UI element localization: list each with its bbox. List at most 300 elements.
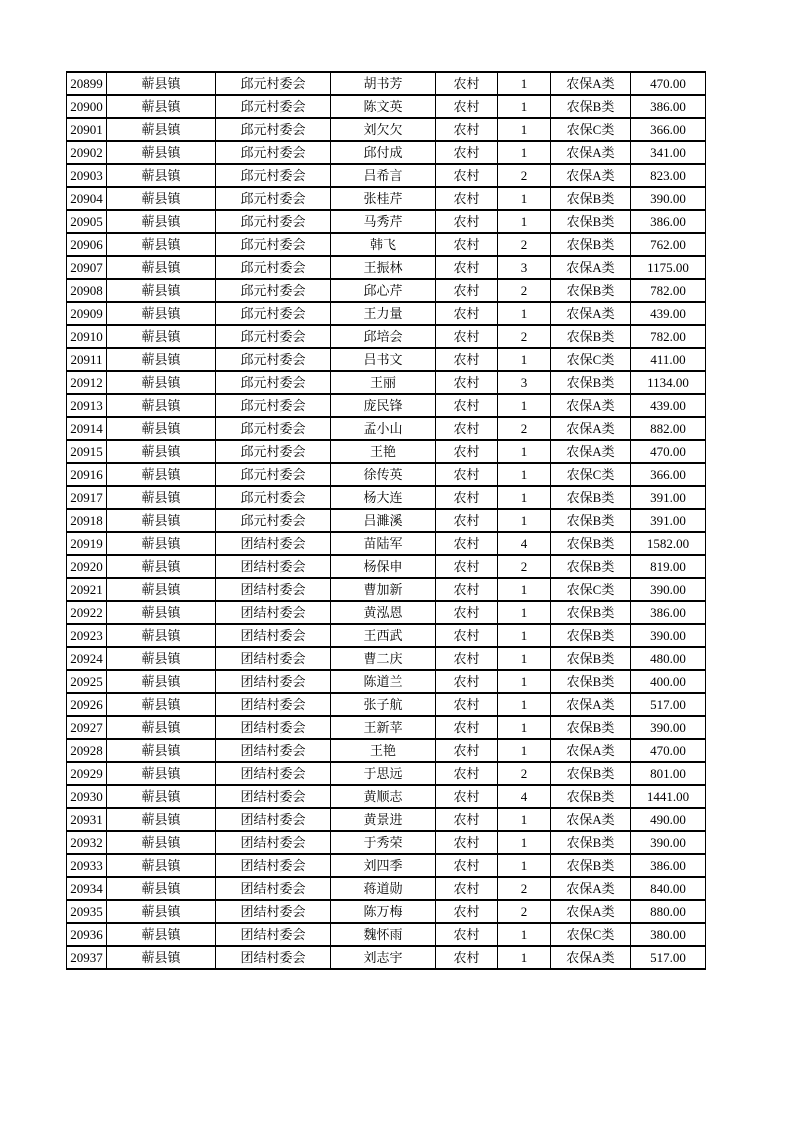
cell-person-name: 陈万梅 [331, 900, 436, 923]
cell-amount: 390.00 [631, 716, 706, 739]
cell-amount: 380.00 [631, 923, 706, 946]
cell-person-name: 吕希言 [331, 164, 436, 187]
cell-village: 邱元村委会 [216, 72, 331, 95]
cell-category: 农村 [436, 624, 498, 647]
cell-category: 农村 [436, 555, 498, 578]
cell-amount: 390.00 [631, 624, 706, 647]
cell-amount: 390.00 [631, 187, 706, 210]
cell-record-id: 20937 [67, 946, 107, 969]
cell-category: 农村 [436, 187, 498, 210]
cell-person-count: 2 [498, 762, 551, 785]
cell-category: 农村 [436, 762, 498, 785]
cell-village: 邱元村委会 [216, 118, 331, 141]
cell-record-id: 20901 [67, 118, 107, 141]
cell-insurance-type: 农保B类 [551, 785, 631, 808]
cell-person-count: 3 [498, 371, 551, 394]
cell-person-name: 邱心芹 [331, 279, 436, 302]
cell-village: 邱元村委会 [216, 141, 331, 164]
cell-town: 蕲县镇 [107, 785, 216, 808]
cell-record-id: 20908 [67, 279, 107, 302]
cell-person-name: 王艳 [331, 440, 436, 463]
cell-village: 团结村委会 [216, 647, 331, 670]
cell-town: 蕲县镇 [107, 394, 216, 417]
cell-record-id: 20903 [67, 164, 107, 187]
cell-insurance-type: 农保B类 [551, 233, 631, 256]
cell-person-name: 黄顺志 [331, 785, 436, 808]
cell-amount: 480.00 [631, 647, 706, 670]
cell-amount: 439.00 [631, 394, 706, 417]
cell-person-name: 张子航 [331, 693, 436, 716]
cell-village: 团结村委会 [216, 785, 331, 808]
cell-town: 蕲县镇 [107, 440, 216, 463]
cell-village: 团结村委会 [216, 739, 331, 762]
cell-insurance-type: 农保A类 [551, 877, 631, 900]
cell-town: 蕲县镇 [107, 900, 216, 923]
cell-town: 蕲县镇 [107, 187, 216, 210]
cell-amount: 1134.00 [631, 371, 706, 394]
cell-person-count: 3 [498, 256, 551, 279]
cell-town: 蕲县镇 [107, 302, 216, 325]
cell-village: 团结村委会 [216, 946, 331, 969]
table-row [67, 532, 706, 555]
cell-amount: 391.00 [631, 486, 706, 509]
cell-category: 农村 [436, 831, 498, 854]
cell-insurance-type: 农保A类 [551, 693, 631, 716]
cell-amount: 386.00 [631, 854, 706, 877]
cell-record-id: 20935 [67, 900, 107, 923]
cell-person-name: 王西武 [331, 624, 436, 647]
table-row [67, 716, 706, 739]
cell-insurance-type: 农保B类 [551, 716, 631, 739]
cell-town: 蕲县镇 [107, 601, 216, 624]
cell-record-id: 20933 [67, 854, 107, 877]
cell-amount: 517.00 [631, 946, 706, 969]
table-row [67, 256, 706, 279]
cell-person-name: 曹二庆 [331, 647, 436, 670]
table-row [67, 486, 706, 509]
cell-record-id: 20915 [67, 440, 107, 463]
table-row [67, 831, 706, 854]
cell-record-id: 20899 [67, 72, 107, 95]
cell-person-count: 1 [498, 509, 551, 532]
cell-amount: 840.00 [631, 877, 706, 900]
cell-insurance-type: 农保C类 [551, 923, 631, 946]
cell-village: 团结村委会 [216, 578, 331, 601]
table-row [67, 348, 706, 371]
cell-town: 蕲县镇 [107, 854, 216, 877]
cell-town: 蕲县镇 [107, 325, 216, 348]
cell-category: 农村 [436, 923, 498, 946]
cell-record-id: 20906 [67, 233, 107, 256]
cell-town: 蕲县镇 [107, 877, 216, 900]
cell-record-id: 20918 [67, 509, 107, 532]
cell-insurance-type: 农保A类 [551, 946, 631, 969]
cell-record-id: 20932 [67, 831, 107, 854]
cell-person-name: 魏怀雨 [331, 923, 436, 946]
cell-category: 农村 [436, 302, 498, 325]
cell-village: 团结村委会 [216, 831, 331, 854]
cell-town: 蕲县镇 [107, 95, 216, 118]
table-row [67, 624, 706, 647]
cell-record-id: 20923 [67, 624, 107, 647]
cell-insurance-type: 农保C类 [551, 348, 631, 371]
cell-person-count: 2 [498, 877, 551, 900]
cell-village: 团结村委会 [216, 693, 331, 716]
cell-person-name: 杨大连 [331, 486, 436, 509]
cell-person-name: 陈文英 [331, 95, 436, 118]
cell-person-count: 1 [498, 831, 551, 854]
cell-person-count: 1 [498, 72, 551, 95]
cell-insurance-type: 农保B类 [551, 601, 631, 624]
cell-insurance-type: 农保B类 [551, 95, 631, 118]
cell-person-name: 黄泓恩 [331, 601, 436, 624]
cell-category: 农村 [436, 256, 498, 279]
cell-person-count: 2 [498, 555, 551, 578]
table-row [67, 693, 706, 716]
cell-record-id: 20900 [67, 95, 107, 118]
cell-category: 农村 [436, 325, 498, 348]
table-row [67, 923, 706, 946]
cell-category: 农村 [436, 578, 498, 601]
cell-person-name: 刘四季 [331, 854, 436, 877]
cell-category: 农村 [436, 647, 498, 670]
cell-person-count: 1 [498, 716, 551, 739]
cell-person-count: 1 [498, 578, 551, 601]
cell-person-count: 4 [498, 532, 551, 555]
cell-record-id: 20925 [67, 670, 107, 693]
cell-person-name: 刘欠欠 [331, 118, 436, 141]
cell-amount: 386.00 [631, 95, 706, 118]
cell-person-count: 1 [498, 440, 551, 463]
cell-town: 蕲县镇 [107, 210, 216, 233]
cell-person-name: 胡书芳 [331, 72, 436, 95]
cell-village: 团结村委会 [216, 532, 331, 555]
table-row [67, 164, 706, 187]
cell-village: 邱元村委会 [216, 463, 331, 486]
cell-town: 蕲县镇 [107, 348, 216, 371]
cell-category: 农村 [436, 693, 498, 716]
cell-insurance-type: 农保B类 [551, 187, 631, 210]
cell-category: 农村 [436, 900, 498, 923]
cell-category: 农村 [436, 210, 498, 233]
cell-person-name: 张桂芹 [331, 187, 436, 210]
cell-record-id: 20914 [67, 417, 107, 440]
cell-town: 蕲县镇 [107, 532, 216, 555]
cell-amount: 390.00 [631, 831, 706, 854]
table-row [67, 900, 706, 923]
cell-town: 蕲县镇 [107, 555, 216, 578]
cell-insurance-type: 农保A类 [551, 808, 631, 831]
cell-record-id: 20921 [67, 578, 107, 601]
cell-town: 蕲县镇 [107, 831, 216, 854]
cell-insurance-type: 农保C类 [551, 463, 631, 486]
cell-person-count: 1 [498, 95, 551, 118]
cell-person-name: 王艳 [331, 739, 436, 762]
table-body [67, 72, 706, 969]
cell-person-count: 1 [498, 394, 551, 417]
cell-record-id: 20917 [67, 486, 107, 509]
table-row [67, 440, 706, 463]
cell-village: 邱元村委会 [216, 164, 331, 187]
cell-person-name: 曹加新 [331, 578, 436, 601]
cell-record-id: 20922 [67, 601, 107, 624]
cell-person-name: 于思远 [331, 762, 436, 785]
cell-village: 邱元村委会 [216, 371, 331, 394]
cell-person-name: 王丽 [331, 371, 436, 394]
cell-insurance-type: 农保A类 [551, 256, 631, 279]
cell-person-name: 于秀荣 [331, 831, 436, 854]
table-row [67, 601, 706, 624]
cell-town: 蕲县镇 [107, 624, 216, 647]
cell-amount: 762.00 [631, 233, 706, 256]
cell-village: 团结村委会 [216, 877, 331, 900]
cell-category: 农村 [436, 946, 498, 969]
cell-record-id: 20907 [67, 256, 107, 279]
cell-amount: 470.00 [631, 739, 706, 762]
cell-record-id: 20927 [67, 716, 107, 739]
cell-person-name: 徐传英 [331, 463, 436, 486]
cell-category: 农村 [436, 785, 498, 808]
cell-person-count: 4 [498, 785, 551, 808]
cell-town: 蕲县镇 [107, 578, 216, 601]
cell-village: 邱元村委会 [216, 440, 331, 463]
cell-record-id: 20920 [67, 555, 107, 578]
table-row [67, 509, 706, 532]
cell-town: 蕲县镇 [107, 463, 216, 486]
cell-record-id: 20904 [67, 187, 107, 210]
cell-village: 团结村委会 [216, 762, 331, 785]
table-row [67, 762, 706, 785]
cell-person-count: 1 [498, 302, 551, 325]
cell-village: 团结村委会 [216, 900, 331, 923]
cell-amount: 1582.00 [631, 532, 706, 555]
cell-amount: 386.00 [631, 601, 706, 624]
cell-record-id: 20911 [67, 348, 107, 371]
cell-person-name: 王振林 [331, 256, 436, 279]
cell-amount: 366.00 [631, 463, 706, 486]
cell-person-name: 蒋道勋 [331, 877, 436, 900]
cell-person-count: 1 [498, 187, 551, 210]
cell-person-count: 1 [498, 118, 551, 141]
cell-insurance-type: 农保B类 [551, 532, 631, 555]
cell-person-name: 韩飞 [331, 233, 436, 256]
cell-village: 团结村委会 [216, 601, 331, 624]
cell-amount: 386.00 [631, 210, 706, 233]
cell-category: 农村 [436, 72, 498, 95]
cell-person-count: 1 [498, 348, 551, 371]
cell-town: 蕲县镇 [107, 164, 216, 187]
cell-category: 农村 [436, 141, 498, 164]
cell-person-count: 1 [498, 601, 551, 624]
cell-amount: 882.00 [631, 417, 706, 440]
table-row [67, 325, 706, 348]
cell-category: 农村 [436, 463, 498, 486]
cell-insurance-type: 农保A类 [551, 394, 631, 417]
cell-person-name: 吕濉溪 [331, 509, 436, 532]
table-row [67, 670, 706, 693]
cell-person-count: 2 [498, 417, 551, 440]
cell-town: 蕲县镇 [107, 647, 216, 670]
cell-insurance-type: 农保B类 [551, 670, 631, 693]
cell-town: 蕲县镇 [107, 670, 216, 693]
cell-person-name: 陈道兰 [331, 670, 436, 693]
cell-insurance-type: 农保A类 [551, 440, 631, 463]
cell-amount: 366.00 [631, 118, 706, 141]
cell-village: 团结村委会 [216, 808, 331, 831]
cell-village: 团结村委会 [216, 555, 331, 578]
cell-person-count: 2 [498, 164, 551, 187]
cell-person-name: 吕书文 [331, 348, 436, 371]
cell-town: 蕲县镇 [107, 739, 216, 762]
cell-person-count: 1 [498, 739, 551, 762]
cell-category: 农村 [436, 739, 498, 762]
cell-person-count: 1 [498, 808, 551, 831]
cell-amount: 880.00 [631, 900, 706, 923]
cell-insurance-type: 农保C类 [551, 578, 631, 601]
cell-insurance-type: 农保B类 [551, 831, 631, 854]
table-row [67, 210, 706, 233]
cell-amount: 1441.00 [631, 785, 706, 808]
cell-record-id: 20926 [67, 693, 107, 716]
cell-town: 蕲县镇 [107, 762, 216, 785]
table-row [67, 946, 706, 969]
cell-record-id: 20909 [67, 302, 107, 325]
table-row [67, 95, 706, 118]
cell-person-count: 1 [498, 486, 551, 509]
cell-amount: 390.00 [631, 578, 706, 601]
cell-town: 蕲县镇 [107, 946, 216, 969]
cell-town: 蕲县镇 [107, 256, 216, 279]
cell-person-name: 杨保申 [331, 555, 436, 578]
cell-village: 邱元村委会 [216, 417, 331, 440]
cell-category: 农村 [436, 371, 498, 394]
cell-amount: 1175.00 [631, 256, 706, 279]
cell-person-count: 1 [498, 854, 551, 877]
cell-record-id: 20910 [67, 325, 107, 348]
cell-person-name: 邱培会 [331, 325, 436, 348]
cell-person-name: 孟小山 [331, 417, 436, 440]
cell-person-count: 1 [498, 693, 551, 716]
cell-town: 蕲县镇 [107, 72, 216, 95]
cell-town: 蕲县镇 [107, 371, 216, 394]
table-row [67, 302, 706, 325]
table-row [67, 739, 706, 762]
cell-village: 团结村委会 [216, 854, 331, 877]
cell-village: 邱元村委会 [216, 302, 331, 325]
cell-category: 农村 [436, 854, 498, 877]
cell-person-count: 1 [498, 141, 551, 164]
cell-village: 邱元村委会 [216, 256, 331, 279]
cell-record-id: 20934 [67, 877, 107, 900]
table-row [67, 555, 706, 578]
table-row [67, 854, 706, 877]
cell-category: 农村 [436, 509, 498, 532]
table-row [67, 118, 706, 141]
cell-amount: 400.00 [631, 670, 706, 693]
cell-category: 农村 [436, 233, 498, 256]
cell-record-id: 20916 [67, 463, 107, 486]
cell-amount: 490.00 [631, 808, 706, 831]
cell-record-id: 20931 [67, 808, 107, 831]
cell-town: 蕲县镇 [107, 509, 216, 532]
cell-category: 农村 [436, 670, 498, 693]
benefits-table [66, 71, 706, 970]
cell-village: 邱元村委会 [216, 187, 331, 210]
cell-record-id: 20919 [67, 532, 107, 555]
cell-amount: 470.00 [631, 72, 706, 95]
cell-insurance-type: 农保B类 [551, 325, 631, 348]
table-row [67, 578, 706, 601]
cell-amount: 517.00 [631, 693, 706, 716]
cell-insurance-type: 农保A类 [551, 900, 631, 923]
cell-village: 邱元村委会 [216, 210, 331, 233]
cell-category: 农村 [436, 601, 498, 624]
cell-amount: 439.00 [631, 302, 706, 325]
cell-person-name: 邱付成 [331, 141, 436, 164]
table-row [67, 417, 706, 440]
cell-amount: 823.00 [631, 164, 706, 187]
cell-record-id: 20905 [67, 210, 107, 233]
cell-person-name: 王力量 [331, 302, 436, 325]
cell-person-name: 王新苹 [331, 716, 436, 739]
table-row [67, 785, 706, 808]
table-row [67, 371, 706, 394]
cell-insurance-type: 农保B类 [551, 555, 631, 578]
cell-village: 邱元村委会 [216, 279, 331, 302]
cell-town: 蕲县镇 [107, 808, 216, 831]
cell-insurance-type: 农保B类 [551, 486, 631, 509]
cell-town: 蕲县镇 [107, 141, 216, 164]
cell-person-count: 1 [498, 946, 551, 969]
cell-village: 团结村委会 [216, 716, 331, 739]
cell-village: 邱元村委会 [216, 233, 331, 256]
cell-category: 农村 [436, 95, 498, 118]
cell-insurance-type: 农保B类 [551, 762, 631, 785]
cell-insurance-type: 农保B类 [551, 509, 631, 532]
cell-village: 邱元村委会 [216, 348, 331, 371]
table-row [67, 808, 706, 831]
cell-person-count: 1 [498, 624, 551, 647]
cell-insurance-type: 农保A类 [551, 164, 631, 187]
cell-town: 蕲县镇 [107, 417, 216, 440]
cell-insurance-type: 农保B类 [551, 210, 631, 233]
cell-insurance-type: 农保A类 [551, 739, 631, 762]
cell-insurance-type: 农保C类 [551, 118, 631, 141]
cell-town: 蕲县镇 [107, 923, 216, 946]
table-row [67, 877, 706, 900]
cell-village: 邱元村委会 [216, 486, 331, 509]
cell-village: 团结村委会 [216, 670, 331, 693]
cell-person-name: 马秀芹 [331, 210, 436, 233]
cell-town: 蕲县镇 [107, 233, 216, 256]
cell-person-count: 1 [498, 670, 551, 693]
cell-category: 农村 [436, 532, 498, 555]
cell-amount: 801.00 [631, 762, 706, 785]
cell-amount: 391.00 [631, 509, 706, 532]
cell-person-name: 庞民锋 [331, 394, 436, 417]
cell-amount: 782.00 [631, 279, 706, 302]
cell-person-name: 黄景进 [331, 808, 436, 831]
table-row [67, 279, 706, 302]
cell-person-count: 2 [498, 279, 551, 302]
cell-village: 团结村委会 [216, 624, 331, 647]
cell-person-name: 刘志宇 [331, 946, 436, 969]
cell-category: 农村 [436, 118, 498, 141]
cell-record-id: 20912 [67, 371, 107, 394]
cell-category: 农村 [436, 808, 498, 831]
cell-person-count: 2 [498, 233, 551, 256]
table-row [67, 187, 706, 210]
